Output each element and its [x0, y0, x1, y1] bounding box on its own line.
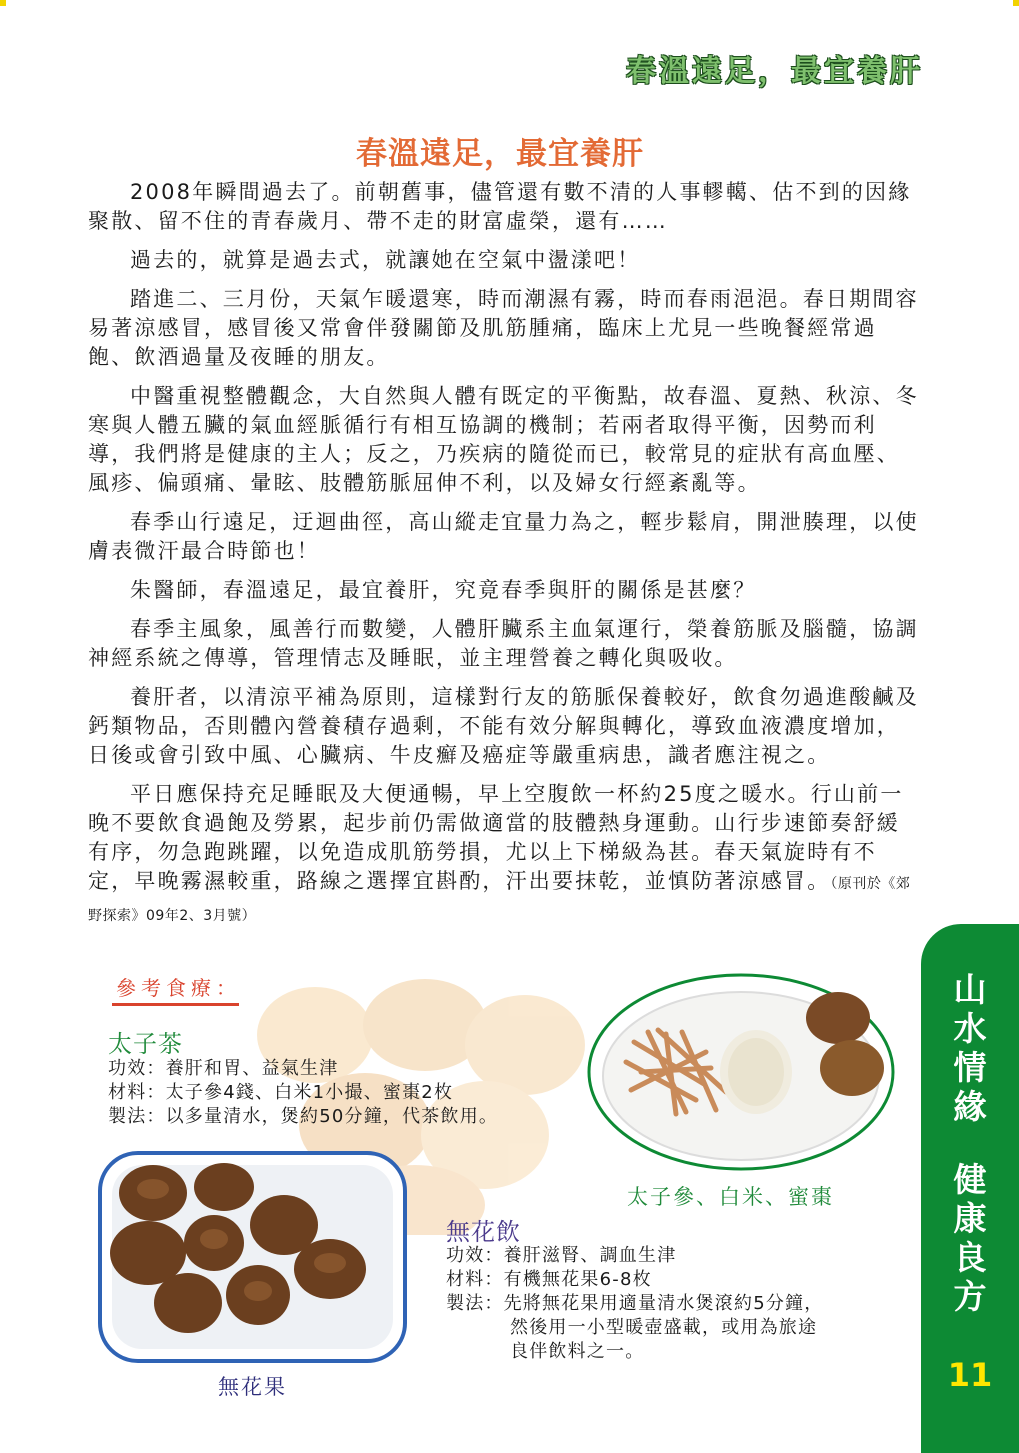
running-head: 春溫遠足，最宜養肝 — [626, 54, 923, 89]
crop-mark — [0, 0, 6, 6]
photo-caption: 無花果 — [218, 1375, 287, 1399]
paragraph: 養肝者，以清涼平補為原則，這樣對行友的筋脈保養較好，飲食勿過進酸鹹及鈣類物品，否則體內營養積存過剩，不能有效分解與轉化，導致血液濃度增加，日後或會引致中風、心臟病、牛皮癬及癌症等嚴重病患，識者應注視之。 — [88, 685, 919, 767]
paragraph: 2008年瞬間過去了。前朝舊事，儘管還有數不清的人事轇轕、估不到的因緣聚散、留不住的青春歲月、帶不走的財富虛榮，還有…… — [88, 180, 912, 233]
recipe-title: 無花飲 — [446, 1218, 521, 1246]
recipe-line: 功效：養肝和胃、益氣生津 — [108, 1058, 339, 1079]
recipe-line: 良伴飲料之一。 — [510, 1341, 645, 1362]
ingredients-plate-photo — [586, 972, 896, 1172]
section-label — [921, 970, 1019, 1316]
article-body — [88, 178, 922, 941]
section-side-tab — [921, 924, 1019, 1453]
paragraph: 中醫重視整體觀念，大自然與人體有既定的平衡點，故春溫、夏熱、秋涼、冬寒與人體五臟的氣血經脈循行有相互協調的機制；若兩者取得平衡，因勢而利導，我們將是健康的主人；反之，乃疾病的隨從而已，較常見的症狀有高血壓、風疹、偏頭痛、暈眩、肢體筋脈屈伸不利，以及婦女行經紊亂等。 — [88, 384, 919, 495]
section-label-char: 康 — [953, 1199, 987, 1238]
recipe-line: 功效：養肝滋腎、調血生津 — [446, 1245, 677, 1266]
last-paragraph-text: 平日應保持充足睡眠及大便通暢，早上空腹飲一杯約25度之暖水。行山前一晚不要飲食過飽及勞累，起步前仍需做適當的肢體熱身運動。山行步速節奏舒緩有序，勿急跑跳躍，以免造成肌筋勞損，尤以上下梯級為甚。春天氣旋時有不定，早晚霧濕較重，路線之選擇宜斟酌，汗出要抹乾，並慎防著涼感冒。 — [88, 782, 904, 893]
recipes-heading: 參考食療： — [116, 976, 241, 1000]
paragraph — [88, 780, 922, 931]
recipe-line: 製法：先將無花果用適量清水煲滾約5分鐘， — [446, 1293, 824, 1314]
crop-mark — [1013, 0, 1019, 6]
heading-underline — [112, 1003, 239, 1006]
dried-figs-photo — [98, 1151, 407, 1363]
recipe-line: 材料：有機無花果6-8枚 — [446, 1269, 652, 1290]
article-title: 春溫遠足，最宜養肝 — [356, 136, 644, 172]
recipe-title: 太子茶 — [108, 1030, 183, 1058]
section-label-char: 情 — [953, 1048, 987, 1087]
recipe-line: 然後用一小型暖壺盛載，或用為旅途 — [510, 1317, 818, 1338]
paragraph: 踏進二、三月份，天氣乍暖還寒，時而潮濕有霧，時而春雨浥浥。春日期間容易著涼感冒，感冒後又常會伴發關節及肌筋腫痛，臨床上尤見一些晚餐經常過飽、飲酒過量及夜睡的朋友。 — [88, 287, 919, 369]
recipe-details — [108, 1057, 498, 1129]
source-note: （原刊於《郊野探索》09年2、3月號） — [88, 876, 911, 924]
recipe-details — [446, 1244, 823, 1364]
paragraph: 朱醫師，春溫遠足，最宜養肝，究竟春季與肝的關係是甚麼？ — [130, 578, 757, 602]
section-label-char: 方 — [953, 1277, 987, 1316]
photo-caption: 太子參、白米、蜜棗 — [627, 1185, 834, 1209]
section-label-char: 水 — [953, 1009, 987, 1048]
paragraph: 過去的，就算是過去式，就讓她在空氣中盪漾吧！ — [130, 248, 641, 272]
paragraph: 春季山行遠足，迂迴曲徑，高山縱走宜量力為之，輕步鬆肩，開泄腠理，以使膚表微汗最合時節也！ — [88, 510, 919, 563]
section-label-char: 山 — [953, 970, 987, 1009]
recipe-line: 材料：太子參4錢、白米1小撮、蜜棗2枚 — [108, 1082, 454, 1103]
section-label-char: 健 — [953, 1160, 987, 1199]
section-label-char: 良 — [953, 1238, 987, 1277]
section-label-char: 緣 — [953, 1087, 987, 1126]
paragraph: 春季主風象，風善行而數變，人體肝臟系主血氣運行，榮養筋脈及腦髓，協調神經系統之傳導，管理情志及睡眠，並主理營養之轉化與吸收。 — [88, 617, 919, 670]
page-number: 11 — [947, 1356, 993, 1394]
recipe-line: 製法：以多量清水，煲約50分鐘，代茶飲用。 — [108, 1106, 499, 1127]
